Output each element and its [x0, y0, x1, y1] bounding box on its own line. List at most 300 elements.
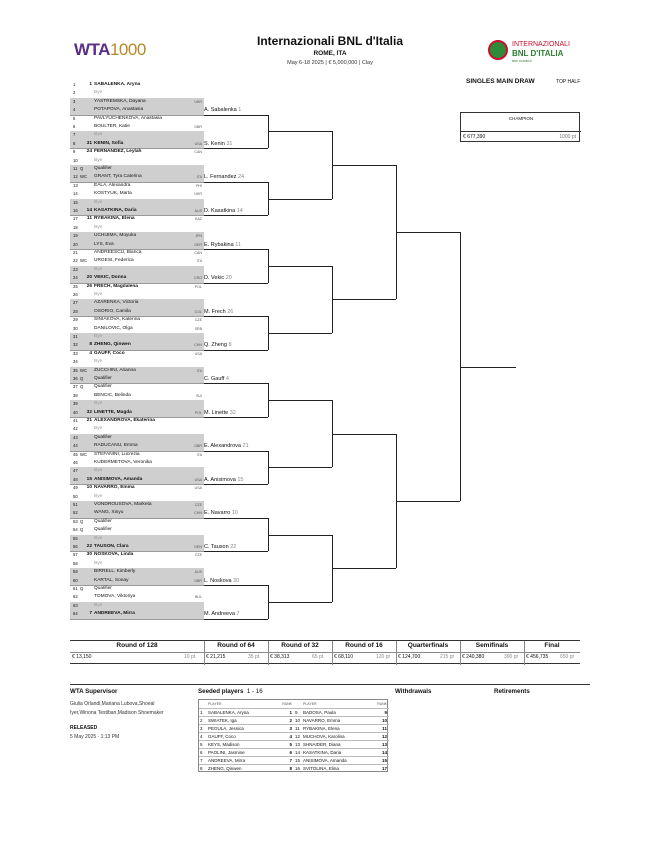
player-name: SINIAKOVA, Katerina: [94, 317, 141, 323]
seeded-row: [199, 740, 294, 748]
player-name: Bye: [94, 602, 103, 608]
tournament-city: ROME, ITA: [313, 50, 347, 57]
draw-row: [70, 291, 204, 299]
bracket-h-line: [204, 148, 268, 149]
seed-number: 22: [86, 544, 92, 549]
draw-row: [70, 123, 204, 131]
player-country: CRO: [194, 276, 202, 281]
seeded-name: SWIATEK, Iga: [208, 718, 237, 723]
seeded-heading-label: Seeded players: [198, 688, 244, 695]
bracket-h-line: [332, 568, 396, 569]
player-country: ITA: [196, 175, 202, 180]
player-country: USA: [194, 141, 202, 146]
player-name: KARTAL, Sonay: [94, 577, 129, 583]
draw-row: [70, 375, 204, 383]
seeded-rank: 10: [381, 718, 387, 723]
round-64-seed: 14: [236, 207, 243, 214]
seeded-col-player: PLAYER: [303, 702, 317, 706]
seeded-row: [294, 748, 389, 756]
draw-row: [70, 131, 204, 139]
draw-row: [70, 476, 204, 484]
draw-position: 55: [73, 535, 78, 541]
draw-row: [70, 299, 204, 307]
round-64-seed: 32: [229, 409, 236, 416]
draw-position: 24: [73, 275, 78, 281]
draw-row: [70, 467, 204, 475]
seed-number: 31: [86, 140, 92, 146]
seeded-rank: 3: [289, 726, 292, 731]
draw-row: [70, 459, 204, 467]
draw-row: [70, 106, 204, 114]
round-64-seed: 22: [230, 543, 237, 550]
draw-row: [70, 350, 204, 358]
bracket-h-line: [332, 165, 396, 166]
draw-row: [70, 81, 204, 89]
seeded-range: 1 - 16: [246, 688, 263, 695]
player-country: PHI: [196, 183, 202, 188]
round-64-name: M. Frech: [204, 308, 228, 315]
draw-position: 6: [73, 124, 76, 129]
prize-round-label: Semifinals: [475, 642, 509, 649]
draw-position: 40: [73, 409, 78, 415]
draw-position: 58: [73, 560, 78, 566]
round-64-player: [204, 510, 238, 516]
seeded-col-rank: RANK: [377, 702, 387, 706]
round-64-player: [204, 477, 243, 483]
draw-position: 14: [73, 191, 78, 197]
player-name: NOSKOVA, Linda: [94, 552, 134, 558]
player-country: COL: [194, 309, 202, 314]
retirements-heading: Retirements: [494, 688, 530, 695]
seed-number: 32: [86, 409, 92, 415]
seeded-row: [199, 764, 294, 772]
bracket-h-line: [204, 182, 268, 183]
bracket-h-line: [204, 215, 268, 216]
seeded-name: MUCHOVA, Karolina: [303, 734, 345, 739]
draw-row: [70, 325, 204, 333]
draw-row: [70, 283, 204, 291]
player-country: CZE: [194, 503, 202, 507]
draw-row: [70, 266, 204, 274]
seeded-name: SHNAIDER, Diana: [303, 742, 341, 747]
draw-position: 12: [73, 174, 78, 180]
round-64-seed: 8: [228, 342, 232, 349]
prize-points: 120 pt: [376, 654, 390, 660]
draw-row: [70, 526, 204, 534]
player-name: Bye: [94, 468, 103, 474]
player-name: Qualifier: [94, 166, 112, 171]
player-country: GER: [194, 242, 202, 247]
bracket-h-line: [204, 451, 268, 452]
seed-number: 1: [89, 82, 92, 87]
bracket-h-line: [268, 535, 332, 536]
player-name: WANG, Xinyu: [94, 510, 124, 516]
round-64-seed: 21: [242, 443, 249, 450]
sponsor-line-3: BNP PARIBAS: [512, 59, 532, 63]
player-name: Bye: [94, 132, 103, 138]
prize-table-divider: [70, 652, 580, 653]
seed-number: 30: [86, 552, 92, 558]
round-64-seed: 4: [225, 375, 229, 382]
seed-number: 14: [86, 208, 92, 213]
prize-col-divider: [524, 641, 525, 665]
draw-row: [70, 190, 204, 198]
seeded-name: BADOSA, Paula: [303, 710, 336, 715]
draw-row: [70, 425, 204, 433]
player-name: ZHENG, Qinwen: [94, 342, 131, 348]
player-name: ALEXANDROVA, Ekaterina: [94, 418, 155, 423]
player-country: SRB: [194, 326, 202, 331]
seed-number: 20: [86, 275, 92, 281]
draw-position: 49: [73, 485, 78, 491]
prize-col-divider: [268, 641, 269, 665]
draw-row: [70, 568, 204, 576]
draw-position: 64: [73, 611, 78, 617]
seeded-row: [294, 716, 389, 724]
player-country: DEN: [194, 545, 202, 549]
draw-position: 37: [73, 384, 78, 390]
prize-col-divider: [204, 641, 205, 665]
player-name: Bye: [94, 426, 103, 432]
prize-points: 215 pt: [440, 654, 454, 660]
bracket-h-line: [332, 299, 396, 300]
seed-number: 11: [86, 216, 92, 222]
draw-row: [70, 409, 204, 417]
prize-col-divider: [460, 641, 461, 665]
seeded-rank: 8: [289, 766, 292, 771]
seeded-name: SABALENKA, Aryna: [208, 710, 249, 715]
draw-position: 13: [73, 182, 78, 188]
draw-row: [70, 115, 204, 123]
bracket-h-line: [268, 467, 332, 468]
draw-row: [70, 215, 204, 223]
draw-row: [70, 543, 204, 551]
bracket-h-line: [204, 350, 268, 351]
player-name: GRANT, Tyra Caterina: [94, 174, 142, 180]
bracket-h-line: [204, 551, 268, 552]
player-name: LINETTE, Magda: [94, 409, 132, 415]
released-time: 5 May 2025 · 1:13 PM: [70, 734, 120, 740]
bracket-h-line: [204, 383, 268, 384]
entry-type: Q: [80, 586, 84, 591]
draw-position: 26: [73, 292, 78, 297]
player-country: GBR: [194, 444, 202, 449]
supervisor-names-2: Iyer,Winona Testiban,Madison Shoemaker: [70, 710, 164, 716]
player-name: Bye: [94, 493, 103, 499]
bracket-h-line: [268, 602, 332, 603]
seeded-rank: 7: [289, 758, 292, 763]
draw-position: 48: [73, 476, 78, 482]
seeded-number: 6: [200, 750, 203, 755]
seeded-rank: 9: [384, 710, 387, 715]
player-name: KOSTYUK, Marta: [94, 191, 132, 197]
draw-row: [70, 535, 204, 543]
draw-row: [70, 249, 204, 257]
draw-row: [70, 577, 204, 585]
player-name: GAUFF, Coco: [94, 350, 125, 356]
draw-position: 62: [73, 594, 78, 600]
player-name: Qualifier: [94, 586, 112, 591]
player-name: Bye: [94, 401, 103, 407]
player-country: ITA: [196, 452, 202, 457]
seed-number: 8: [89, 342, 92, 348]
draw-position: 43: [73, 434, 78, 440]
round-64-name: A. Anisimova: [204, 476, 238, 483]
player-name: PAVLYUCHENKOVA, Anastasia: [94, 115, 162, 121]
draw-position: 54: [73, 527, 78, 533]
round-64-name: C. Tauson: [204, 543, 231, 550]
round-64-name: L. Noskova: [204, 577, 234, 584]
prize-points: 10 pt: [184, 654, 196, 660]
seeded-number: 3: [200, 726, 203, 731]
seeded-number: 16: [295, 766, 301, 771]
player-country: JPN: [195, 234, 202, 239]
prize-round-label: Round of 128: [116, 642, 158, 649]
draw-position: 20: [73, 241, 78, 247]
seeded-name: ANISIMOVA, Amanda: [303, 758, 347, 763]
prize-col-divider: [396, 641, 397, 665]
draw-position: 63: [73, 602, 78, 608]
round-64-name: M. Andreeva: [204, 611, 237, 618]
draw-position: 17: [73, 216, 78, 222]
bracket-h-line: [460, 367, 516, 368]
draw-position: 51: [73, 502, 78, 507]
seeded-name: GAUFF, Coco: [208, 734, 236, 739]
tournament-title: Internazionali BNL d'Italia: [257, 34, 403, 48]
round-64-player: [204, 544, 236, 550]
sponsor-line-1: INTERNAZIONALI: [512, 41, 570, 48]
sponsor-line-2: BNL D'ITALIA: [512, 49, 564, 58]
bracket-h-line: [204, 316, 268, 317]
prize-round-label: Round of 32: [281, 642, 319, 649]
tournament-dates: May 6-18 2025 | € 5,000,000 | Clay: [287, 60, 373, 66]
round-64-seed: 30: [233, 577, 240, 584]
section-title: SINGLES MAIN DRAW: [466, 78, 535, 85]
seeded-number: 4: [200, 734, 203, 739]
champion-points: 1000 pt: [559, 134, 576, 140]
prize-round-label: Quarterfinals: [407, 642, 449, 649]
seeded-name: KEYS, Madison: [208, 742, 240, 747]
draw-position: 1: [73, 82, 76, 87]
prize-amount: € 68,110: [334, 654, 354, 660]
player-name: URGESI, Federica: [94, 258, 134, 264]
bracket-h-line: [204, 585, 268, 586]
player-name: VONDROUSOVA, Marketa: [94, 502, 152, 507]
prize-col-divider: [332, 641, 333, 665]
round-64-name: C. Gauff: [204, 375, 226, 382]
seeded-name: ANDREEVA, Mirra: [208, 758, 246, 763]
entry-type: Q: [80, 384, 84, 390]
bracket-h-line: [396, 501, 460, 502]
draw-position: 16: [73, 208, 78, 213]
seeded-name: KASATKINA, Daria: [303, 750, 342, 755]
seeded-players-table: [198, 699, 388, 772]
draw-position: 8: [73, 140, 76, 146]
player-name: Bye: [94, 90, 103, 96]
player-country: KAZ: [195, 217, 202, 222]
round-64-name: S. Kenin: [204, 140, 227, 147]
draw-position: 15: [73, 199, 78, 205]
bracket-h-line: [204, 518, 268, 519]
seeded-name: PEGULA, Jessica: [208, 726, 244, 731]
withdrawals-heading: Withdrawals: [395, 688, 432, 695]
draw-position: 36: [73, 376, 78, 381]
prize-money-table: [70, 640, 580, 664]
draw-row: [70, 367, 204, 375]
seeded-col-headers-left: [199, 700, 294, 708]
round-64-player: [204, 275, 232, 281]
draw-position: 53: [73, 518, 78, 524]
player-name: SABALENKA, Aryna: [94, 82, 141, 87]
champion-divider: [461, 131, 581, 132]
prize-round-label: Final: [544, 642, 560, 649]
round-64-player: [204, 208, 243, 214]
round-64-player: [204, 578, 239, 584]
draw-row: [70, 199, 204, 207]
draw-row: [70, 518, 204, 526]
round-64-name: E. Alexandrova: [204, 443, 243, 450]
seeded-col-headers-right: [294, 700, 389, 708]
prize-round-label: Round of 16: [345, 642, 383, 649]
draw-position: 23: [73, 266, 78, 272]
player-name: Bye: [94, 560, 103, 566]
draw-row: [70, 610, 204, 618]
draw-row: [70, 333, 204, 341]
player-name: RADUCANU, Emma: [94, 443, 138, 449]
player-name: Qualifier: [94, 518, 112, 524]
bracket-h-line: [268, 199, 332, 200]
seed-number: 26: [86, 283, 92, 289]
prize-amount: € 13,150: [72, 654, 92, 660]
seeded-col-rank: RANK: [282, 702, 292, 706]
player-name: Qualifier: [94, 527, 112, 533]
seeded-row: [199, 716, 294, 724]
seeded-name: RYBAKINA, Elena: [303, 726, 340, 731]
draw-row: [70, 224, 204, 232]
player-country: AUS: [194, 570, 202, 575]
draw-row: [70, 182, 204, 190]
draw-row: [70, 165, 204, 173]
draw-position: 60: [73, 577, 78, 583]
draw-row: [70, 140, 204, 148]
draw-position: 38: [73, 392, 78, 398]
player-name: KENIN, Sofia: [94, 140, 124, 146]
draw-position: 5: [73, 115, 76, 121]
round-64-seed: 1: [238, 107, 242, 114]
player-name: AZARENKA, Victoria: [94, 300, 139, 306]
entry-type: WC: [80, 451, 87, 457]
player-country: USA: [194, 486, 202, 491]
draw-position: 34: [73, 359, 78, 365]
draw-row: [70, 241, 204, 249]
seeded-rank: 5: [289, 742, 292, 747]
champion-box: [460, 112, 580, 142]
entry-type: Q: [80, 376, 84, 381]
player-name: Bye: [94, 199, 103, 205]
seeded-number: 2: [200, 718, 203, 723]
player-name: Bye: [94, 359, 103, 365]
draw-position: 57: [73, 552, 78, 558]
seed-number: 15: [86, 476, 92, 482]
draw-position: 2: [73, 90, 76, 96]
internazionali-logo: [488, 38, 588, 68]
bracket-h-line: [268, 400, 332, 401]
bracket-h-line: [332, 434, 396, 435]
seeded-rank: 12: [381, 734, 387, 739]
wta-1000-logo: WTA1000: [74, 40, 146, 59]
draw-position: 27: [73, 300, 78, 306]
draw-position: 18: [73, 224, 78, 230]
entry-type: Q: [80, 166, 84, 171]
draw-row: [70, 392, 204, 400]
draw-position: 56: [73, 544, 78, 549]
seeded-number: 7: [200, 758, 203, 763]
round-64-player: [204, 107, 241, 113]
bracket-h-line: [204, 417, 268, 418]
round-64-player: [204, 443, 249, 449]
round-64-seed: 11: [235, 241, 241, 248]
seeded-row: [199, 748, 294, 756]
bracket-h-line: [204, 249, 268, 250]
seeded-number: 13: [295, 742, 301, 747]
prize-amount: € 240,380: [462, 654, 485, 660]
entry-type: Q: [80, 518, 84, 524]
player-name: Bye: [94, 266, 103, 272]
draw-position: 9: [73, 149, 76, 155]
player-name: ANISIMOVA, Amanda: [94, 476, 143, 482]
player-country: UKR: [194, 192, 202, 197]
champion-label: CHAMPION: [508, 116, 534, 121]
section-subtitle: TOP HALF: [556, 79, 581, 85]
player-name: Bye: [94, 224, 103, 230]
draw-position: 32: [73, 342, 78, 348]
prize-amount: € 124,700: [398, 654, 421, 660]
draw-row: [70, 509, 204, 517]
tennis-ball-icon: [488, 40, 508, 60]
player-name: POTAPOVA, Anastasia: [94, 107, 144, 113]
draw-position: 19: [73, 233, 78, 239]
champion-prize: € 677,390: [463, 134, 486, 140]
draw-row: [70, 442, 204, 450]
seeded-row: [199, 724, 294, 732]
prize-amount: € 21,215: [206, 654, 226, 660]
round-64-player: [204, 309, 233, 315]
seed-number: 21: [86, 418, 92, 423]
player-country: UKR: [194, 99, 202, 104]
seeded-name: PAOLINI, Jasmine: [208, 750, 245, 755]
seed-number: 7: [89, 611, 92, 617]
seeded-name: ZHENG, Qinwen: [208, 766, 242, 771]
seeded-name: SVITOLINA, Elina: [303, 766, 339, 771]
seeded-number: 12: [295, 734, 301, 739]
seeded-row: [294, 740, 389, 748]
player-name: FRECH, Magdalena: [94, 283, 138, 289]
round-64-player: [204, 242, 241, 248]
player-name: Qualifier: [94, 384, 112, 390]
prize-amount: € 38,313: [270, 654, 290, 660]
bracket-h-line: [396, 232, 460, 233]
draw-position: 11: [73, 166, 78, 171]
seeded-number: 9: [295, 710, 298, 715]
draw-position: 35: [73, 367, 78, 373]
draw-row: [70, 207, 204, 215]
draw-position: 29: [73, 317, 78, 323]
round-64-name: M. Linette: [204, 409, 230, 416]
player-name: Bye: [94, 535, 103, 541]
player-name: ZUCCHINI, Arianna: [94, 367, 136, 373]
draw-position: 47: [73, 468, 78, 474]
player-country: CAN: [194, 251, 202, 255]
